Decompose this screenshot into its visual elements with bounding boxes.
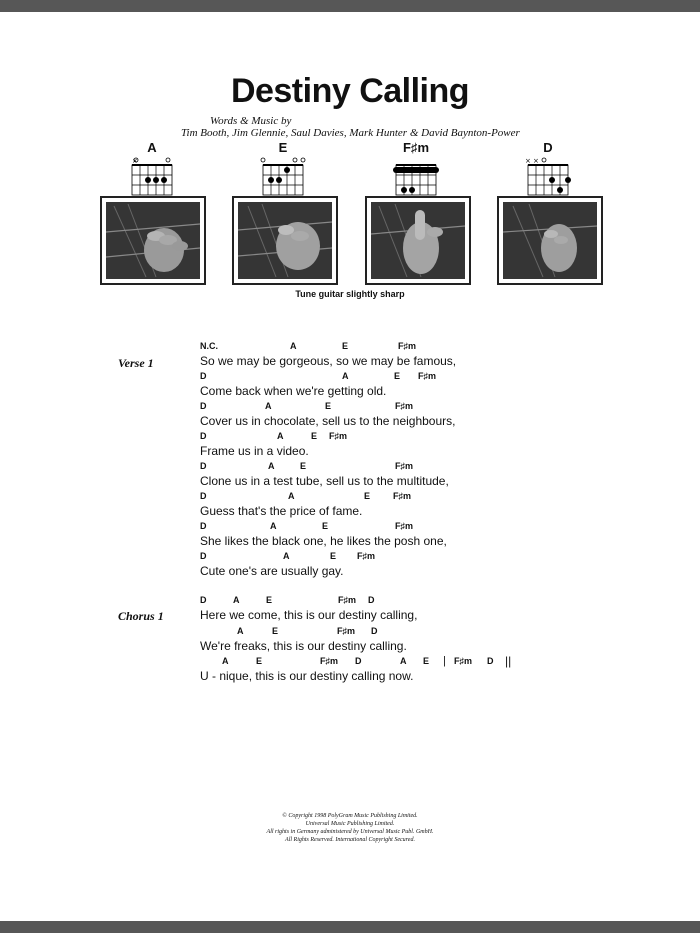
- section-label-verse-1: Verse 1: [118, 356, 154, 370]
- chord-symbol: E: [364, 491, 371, 501]
- chord-grid-a: [122, 155, 182, 197]
- svg-text:×: ×: [132, 157, 138, 165]
- chord-symbol: F♯m: [337, 626, 355, 636]
- chord-symbol: A: [265, 401, 272, 411]
- chord-symbol: A: [222, 656, 229, 666]
- copyright-line: Universal Music Publishing Limited.: [305, 821, 395, 827]
- chord-symbol: E: [311, 431, 318, 441]
- chord-symbol: D: [368, 595, 375, 605]
- chord-symbol: F♯m: [454, 656, 472, 666]
- chord-symbol: F♯m: [395, 521, 413, 531]
- copyright-notice: [0, 812, 700, 844]
- lyric-line: Clone us in a test tube, sell us to the multitude,: [200, 474, 449, 488]
- chord-symbol: F♯m: [393, 491, 411, 501]
- chord-photo-a: [100, 196, 206, 285]
- chord-symbol: A: [233, 595, 240, 605]
- chord-grid-e: [253, 155, 313, 197]
- chord-symbol: A: [400, 656, 407, 666]
- chord-symbol: E: [330, 551, 337, 561]
- chord-symbol: E: [272, 626, 279, 636]
- page-title: Destiny Calling: [230, 72, 470, 110]
- lyric-line: She likes the black one, he likes the posh one,: [200, 534, 447, 548]
- lyric-line: Guess that's the price of fame.: [200, 504, 363, 518]
- chord-symbol: A: [277, 431, 284, 441]
- chord-symbol: D: [200, 461, 207, 471]
- copyright-line: © Copyright 1998 PolyGram Music Publishing Limited.: [282, 813, 418, 819]
- chord-symbol: A: [237, 626, 244, 636]
- lyric-line: Come back when we're getting old.: [200, 384, 387, 398]
- chord-photo-d: [497, 196, 603, 285]
- chord-symbol: F♯m: [395, 461, 413, 471]
- chord-symbol: D: [200, 595, 207, 605]
- chord-symbol: F♯m: [357, 551, 375, 561]
- final-barline: ||: [505, 654, 512, 668]
- chord-symbol: E: [342, 341, 349, 351]
- chord-symbol: E: [394, 371, 401, 381]
- chord-photo-e: [232, 196, 338, 285]
- chord-symbol: F♯m: [320, 656, 338, 666]
- copyright-line: All Rights Reserved. International Copyright Secured.: [285, 837, 415, 843]
- lyric-line: U - nique, this is our destiny calling now.: [200, 669, 414, 683]
- lyric-line: Cute one's are usually gay.: [200, 564, 344, 578]
- chord-symbol: D: [200, 491, 207, 501]
- lyric-line: So we may be gorgeous, so we may be famous,: [200, 354, 457, 368]
- chord-name: A: [147, 140, 157, 155]
- chord-grid-fsharp-minor: [386, 155, 446, 197]
- chord-symbol: A: [270, 521, 277, 531]
- chord-name: E: [278, 140, 288, 155]
- chord-symbol: A: [288, 491, 295, 501]
- chord-diagram-a: [122, 140, 182, 202]
- chord-symbol: E: [322, 521, 329, 531]
- chord-symbol: D: [200, 431, 207, 441]
- chord-diagram-e: [253, 140, 313, 202]
- chord-symbol: D: [200, 551, 207, 561]
- chord-diagram-fsharp-minor: [386, 140, 446, 202]
- credits-names: Tim Booth, Jim Glennie, Saul Davies, Mark Hunter & David Baynton-Power: [181, 127, 520, 139]
- chord-photo-fsharp-minor: [365, 196, 471, 285]
- chord-symbol: A: [290, 341, 297, 351]
- chord-name: D: [543, 140, 553, 155]
- chord-grid-d: [518, 155, 578, 197]
- chord-symbol: N.C.: [200, 341, 218, 351]
- lyric-line: Here we come, this is our destiny calling,: [200, 608, 418, 622]
- credits-label: Words & Music by: [210, 115, 292, 127]
- chord-symbol: D: [355, 656, 362, 666]
- chord-symbol: E: [300, 461, 307, 471]
- chord-symbol: F♯m: [338, 595, 356, 605]
- chord-symbol: E: [325, 401, 332, 411]
- chord-symbol: A: [283, 551, 290, 561]
- chord-symbol: E: [423, 656, 430, 666]
- svg-text:×: ×: [533, 157, 539, 165]
- chord-symbol: E: [256, 656, 263, 666]
- tuning-note: Tune guitar slightly sharp: [295, 289, 405, 299]
- chord-symbol: D: [200, 521, 207, 531]
- svg-text:×: ×: [525, 157, 531, 165]
- lyric-line: Frame us in a video.: [200, 444, 309, 458]
- chord-symbol: F♯m: [398, 341, 416, 351]
- chord-symbol: D: [200, 401, 207, 411]
- copyright-line: All rights in Germany administered by Universal Music Publ. GmbH.: [266, 829, 434, 835]
- chord-symbol: A: [342, 371, 349, 381]
- chord-symbol: F♯m: [395, 401, 413, 411]
- chord-name: F♯m: [403, 140, 429, 155]
- chord-symbol: D: [200, 371, 207, 381]
- chord-symbol: E: [266, 595, 273, 605]
- barline: |: [443, 655, 446, 667]
- bottom-bar: [0, 921, 700, 933]
- chord-symbol: D: [371, 626, 378, 636]
- chord-symbol: A: [268, 461, 275, 471]
- chord-symbol: F♯m: [418, 371, 436, 381]
- section-label-chorus-1: Chorus 1: [118, 609, 164, 623]
- top-bar: [0, 0, 700, 12]
- chord-symbol: D: [487, 656, 494, 666]
- chord-symbol: F♯m: [329, 431, 347, 441]
- chord-diagram-d: [518, 140, 578, 202]
- lyric-line: We're freaks, this is our destiny calling.: [200, 639, 407, 653]
- lyric-line: Cover us in chocolate, sell us to the neighbours,: [200, 414, 456, 428]
